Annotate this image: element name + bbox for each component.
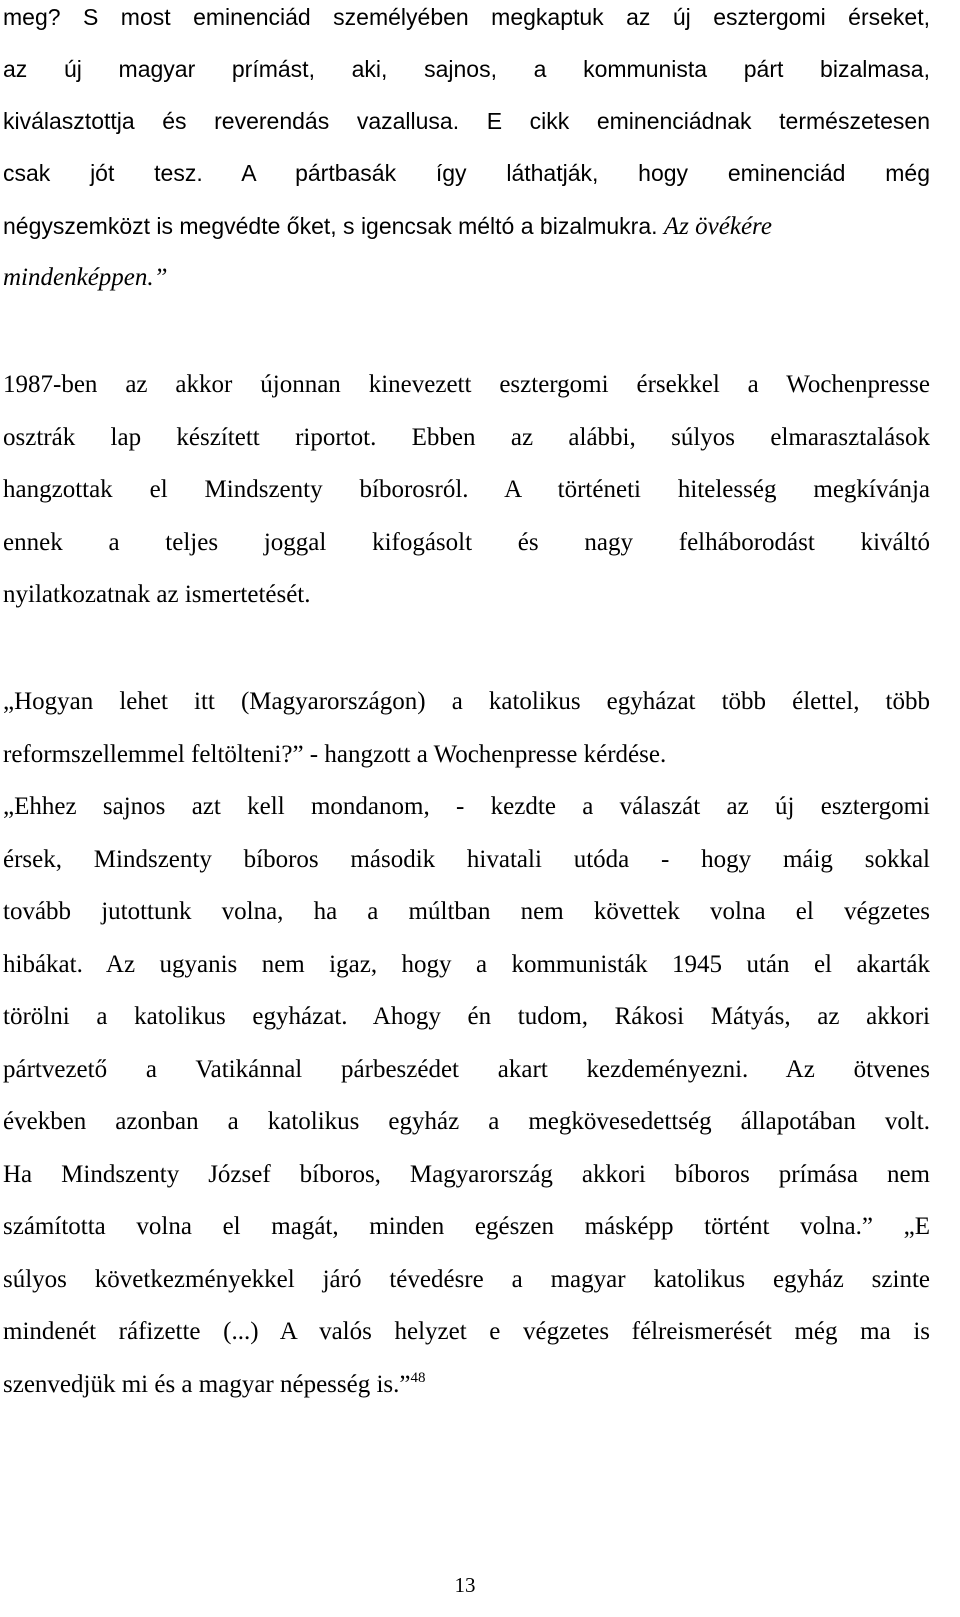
paragraph-1-line-1: meg? S most eminenciád személyében megkaptuk az új esztergomi érseket, bbox=[3, 4, 930, 30]
paragraph-3-line-10: Ha Mindszenty József bíboros, Magyarország akkori bíboros prímása nem bbox=[3, 1161, 930, 1188]
paragraph-3-line-2: reformszellemmel feltölteni?” - hangzott a Wochenpresse kérdése. bbox=[3, 741, 667, 768]
paragraph-1-italic-tail: Az övékére bbox=[663, 213, 772, 240]
paragraph-2-line-5: nyilatkozatnak az ismertetését. bbox=[3, 581, 311, 608]
footnote-reference[interactable]: 48 bbox=[410, 1370, 426, 1386]
paragraph-1-line-2: az új magyar prímást, aki, sajnos, a kommunista párt bizalmasa, bbox=[3, 56, 930, 82]
paragraph-1-line-5 bbox=[3, 211, 930, 242]
paragraph-3-line-9: években azonban a katolikus egyház a megkövesedettség állapotában volt. bbox=[3, 1108, 930, 1135]
paragraph-3-line-14-text: szenvedjük mi és a magyar népesség is.” bbox=[3, 1371, 411, 1398]
paragraph-2-line-4: ennek a teljes joggal kifogásolt és nagy felháborodást kiváltó bbox=[3, 529, 930, 556]
paragraph-3-line-6: hibákat. Az ugyanis nem igaz, hogy a kommunisták 1945 után el akarták bbox=[3, 951, 930, 978]
paragraph-1-line-5-text: négyszemközt is megvédte őket, s igencsak méltó a bizalmukra. bbox=[3, 213, 658, 239]
paragraph-3-line-7: törölni a katolikus egyházat. Ahogy én tudom, Rákosi Mátyás, az akkori bbox=[3, 1003, 930, 1030]
paragraph-3-line-11: számította volna el magát, minden egészen másképp történt volna.” „E bbox=[3, 1213, 930, 1240]
paragraph-2-line-1: 1987-ben az akkor újonnan kinevezett esztergomi érsekkel a Wochenpresse bbox=[3, 371, 930, 398]
paragraph-3-line-1: „Hogyan lehet itt (Magyarországon) a katolikus egyházat több élettel, több bbox=[3, 688, 930, 715]
paragraph-1-line-3: kiválasztottja és reverendás vazallusa. E cikk eminenciádnak természetesen bbox=[3, 108, 930, 134]
paragraph-1-line-6-text: mindenképpen.” bbox=[3, 264, 168, 291]
paragraph-3-line-4: érsek, Mindszenty bíboros második hivatali utóda - hogy máig sokkal bbox=[3, 846, 930, 873]
paragraph-3-line-8: pártvezető a Vatikánnal párbeszédet akart kezdeményezni. Az ötvenes bbox=[3, 1056, 930, 1083]
paragraph-1-line-6 bbox=[3, 262, 930, 293]
paragraph-2-line-3: hangzottak el Mindszenty bíborosról. A történeti hitelesség megkívánja bbox=[3, 476, 930, 503]
paragraph-2-line-2: osztrák lap készített riportot. Ebben az alábbi, súlyos elmarasztalások bbox=[3, 424, 930, 451]
paragraph-3-line-13: mindenét ráfizette (...) A valós helyzet e végzetes félreismerését még ma is bbox=[3, 1318, 930, 1345]
paragraph-3-line-14 bbox=[3, 1370, 930, 1400]
paragraph-1-line-4: csak jót tesz. A pártbasák így láthatják, hogy eminenciád még bbox=[3, 160, 930, 186]
paragraph-3-line-3: „Ehhez sajnos azt kell mondanom, - kezdte a válaszát az új esztergomi bbox=[3, 793, 930, 820]
page-number: 13 bbox=[454, 1573, 476, 1597]
paragraph-3-line-5: tovább jutottunk volna, ha a múltban nem követtek volna el végzetes bbox=[3, 898, 930, 925]
paragraph-3-line-12: súlyos következményekkel járó tévedésre a magyar katolikus egyház szinte bbox=[3, 1266, 930, 1293]
